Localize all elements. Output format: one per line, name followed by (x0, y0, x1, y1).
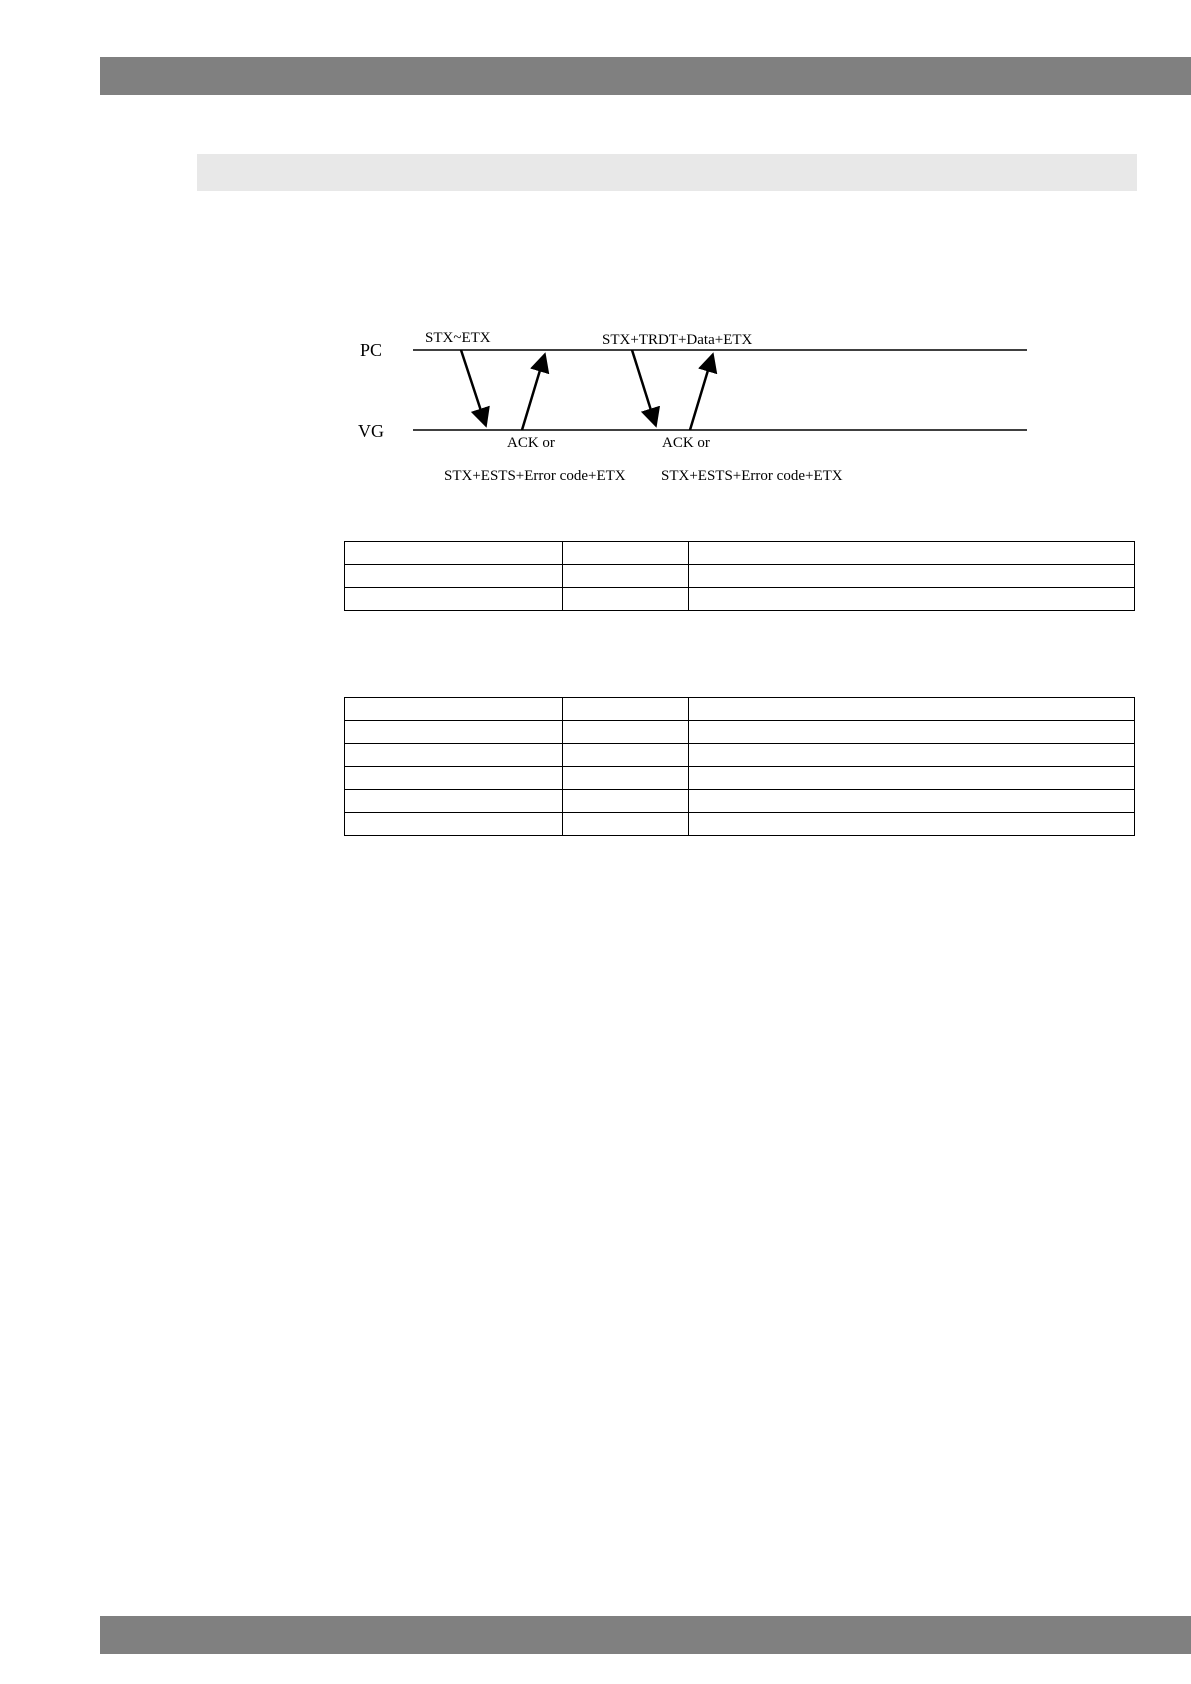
arrow-pc-to-vg-1 (461, 350, 485, 423)
table-row (345, 698, 1135, 721)
arrow-vg-to-pc-2 (690, 357, 712, 430)
section-heading-bar (197, 154, 1137, 191)
arrow-pc-to-vg-2 (632, 350, 655, 423)
table-cell (563, 744, 689, 767)
table-cell (689, 565, 1135, 588)
table-cell (345, 767, 563, 790)
table-cell (689, 744, 1135, 767)
table-row (345, 721, 1135, 744)
table-cell (563, 813, 689, 836)
table-cell (345, 813, 563, 836)
table-row (345, 542, 1135, 565)
table-cell (345, 721, 563, 744)
table-cell (689, 767, 1135, 790)
table-cell (345, 588, 563, 611)
table-cell (689, 698, 1135, 721)
table-row (345, 790, 1135, 813)
vg-label: VG (358, 421, 384, 441)
table-cell (563, 790, 689, 813)
message-label-1: STX~ETX (425, 330, 491, 346)
table-cell (563, 588, 689, 611)
table-row (345, 565, 1135, 588)
table-cell (345, 698, 563, 721)
table-cell (563, 698, 689, 721)
table-row (345, 744, 1135, 767)
table-cell (563, 767, 689, 790)
table-cell (345, 790, 563, 813)
table-cell (689, 813, 1135, 836)
ack-label-1: ACK or (507, 435, 555, 451)
communication-sequence-diagram (350, 320, 1040, 495)
table-row (345, 767, 1135, 790)
message-label-2: STX+TRDT+Data+ETX (602, 332, 753, 348)
table-cell (345, 565, 563, 588)
table-b (344, 697, 1135, 836)
table-row (345, 813, 1135, 836)
arrow-vg-to-pc-1 (522, 357, 544, 430)
page-header-bar (100, 57, 1191, 95)
ack-label-2: ACK or (662, 435, 710, 451)
pc-label: PC (360, 340, 383, 360)
table-cell (345, 542, 563, 565)
error-label-2: STX+ESTS+Error code+ETX (661, 468, 843, 484)
table-cell (563, 565, 689, 588)
error-label-1: STX+ESTS+Error code+ETX (444, 468, 626, 484)
page-footer-bar (100, 1616, 1191, 1654)
table-row (345, 588, 1135, 611)
table-a (344, 541, 1135, 611)
table-cell (563, 542, 689, 565)
table-cell (689, 588, 1135, 611)
table-cell (689, 721, 1135, 744)
table-cell (689, 790, 1135, 813)
table-cell (345, 744, 563, 767)
table-cell (689, 542, 1135, 565)
table-cell (563, 721, 689, 744)
